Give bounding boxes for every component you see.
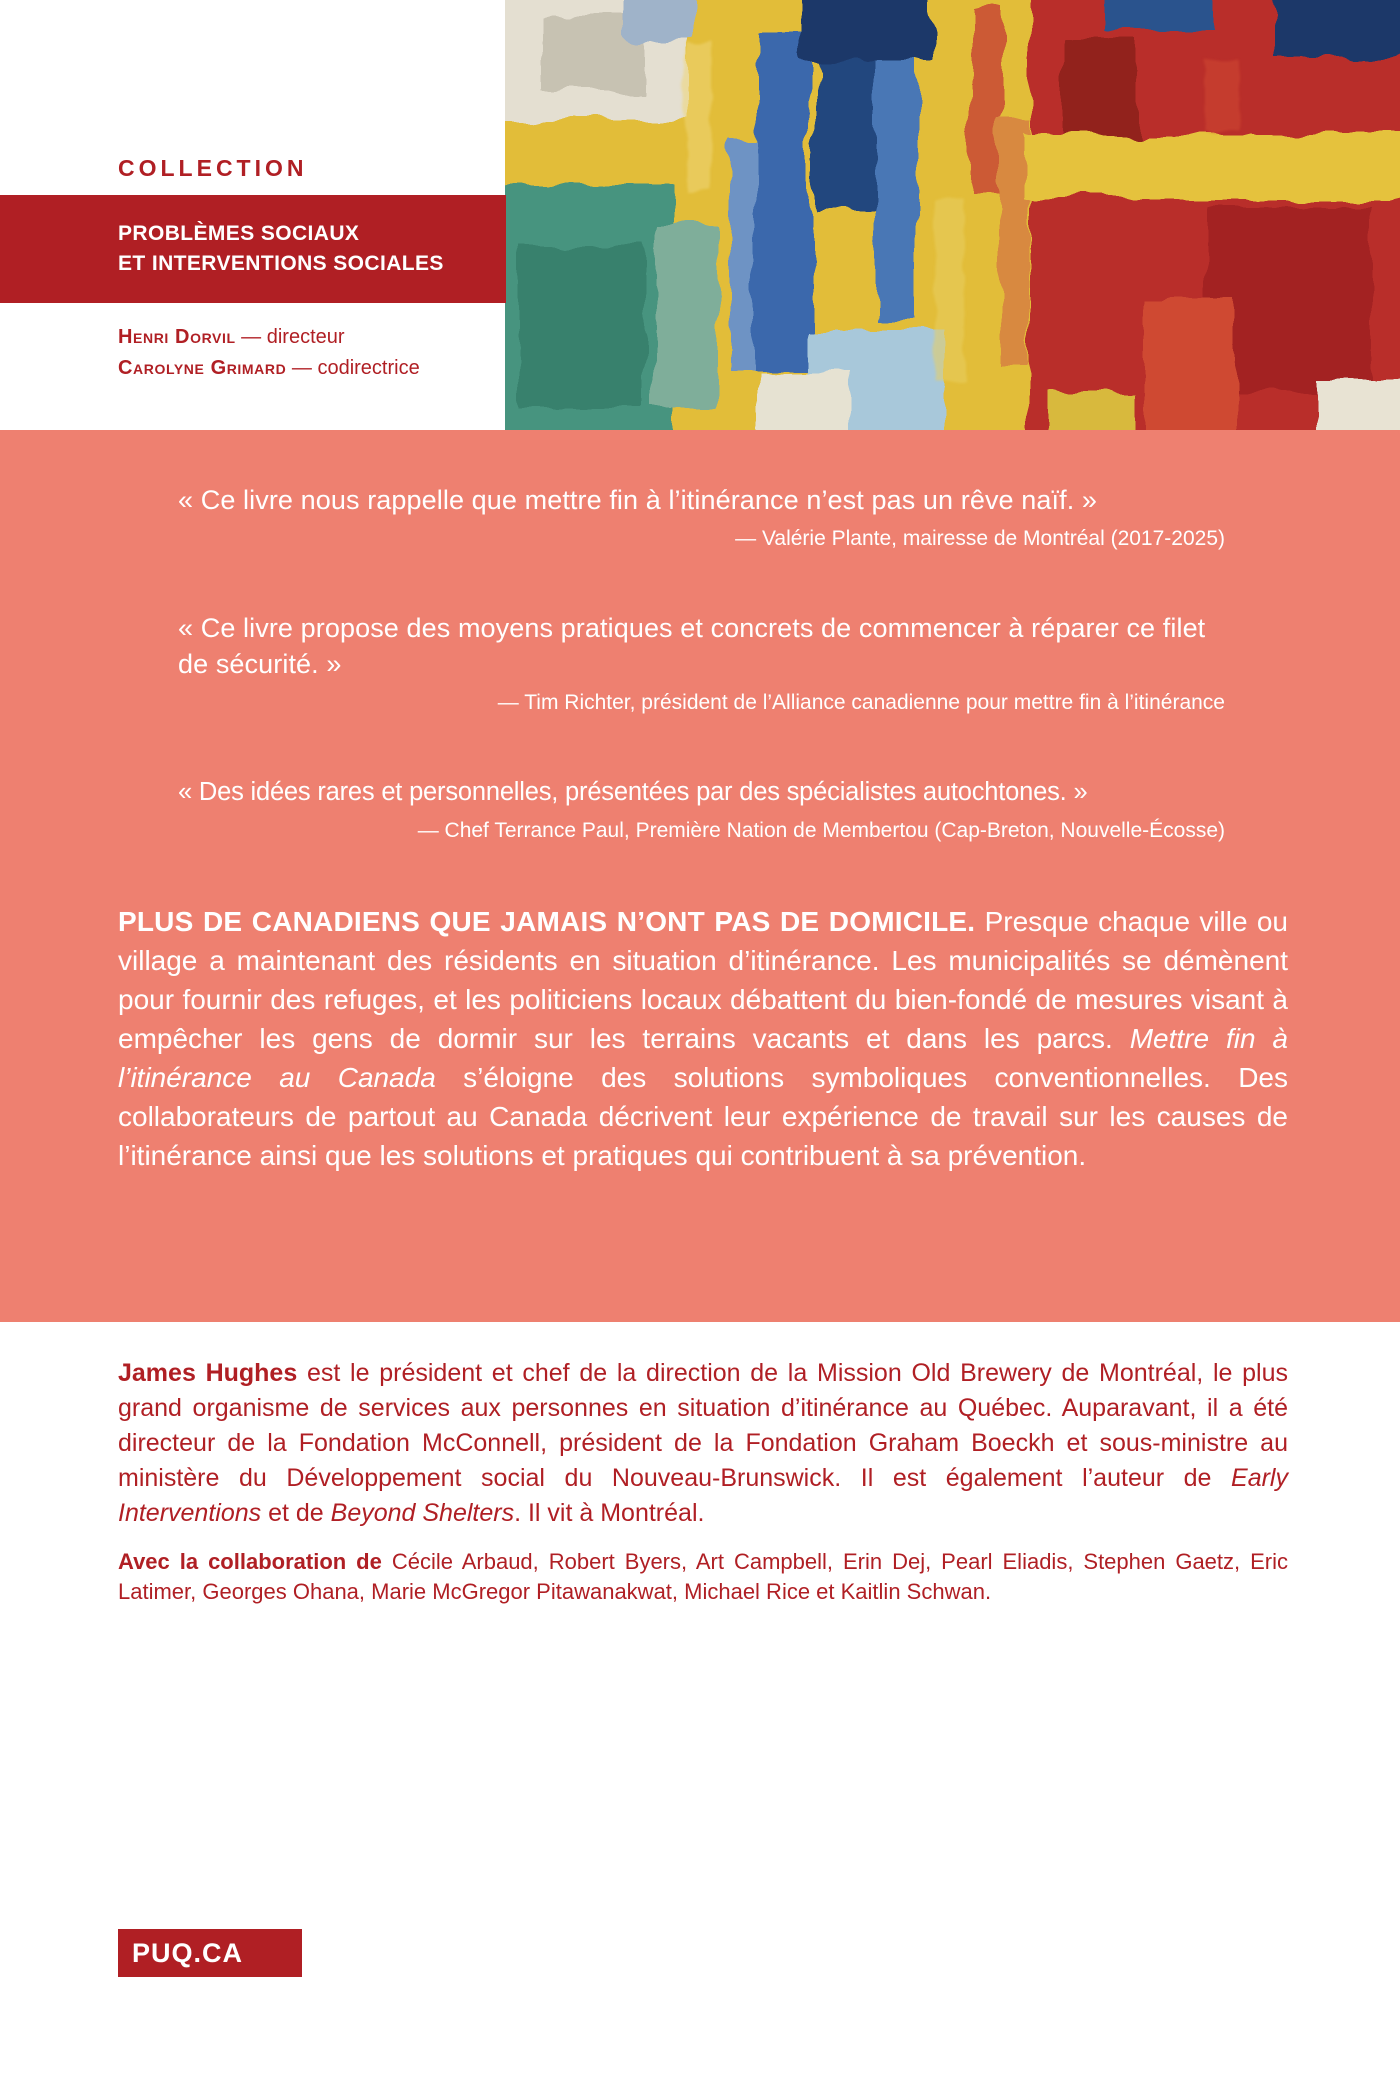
codirector-name: Carolyne Grimard xyxy=(118,357,287,379)
quote-tim-richter xyxy=(178,610,1225,718)
director-line xyxy=(118,322,420,353)
author-name: James Hughes xyxy=(118,1359,298,1387)
bio-text-1: est le président et chef de la direction de la Mission Old Brewery de Montréal, le plus grand organisme de services aux personnes en situation d’itinérance au Québec. Auparavant, il a été directeur de la Fondation McConnell, président de la Fondation Graham Boeckh et sous-ministre au ministère du Développement social du Nouveau-Brunswick. Il est également l’auteur de xyxy=(118,1359,1289,1492)
author-bio-paragraph xyxy=(118,1356,1288,1531)
quote-terrance-paul xyxy=(178,774,1225,846)
book-title: Mettre fin à l’itinérance au Canada xyxy=(118,1023,1288,1093)
collaboration-lead: Avec la collaboration de xyxy=(118,1549,382,1574)
synopsis-lead: PLUS DE CANADIENS QUE JAMAIS N’ONT PAS DE DOMICILE. xyxy=(118,906,976,937)
publisher-url-box[interactable] xyxy=(118,1929,302,1977)
synopsis-body-2: s’éloigne des solutions symboliques conventionnelles. Des collaborateurs de partout au Canada décrivent leur expérience de travail sur les causes de l’itinérance ainsi que les solutions et pratiques qui contribuent à sa prévention. xyxy=(118,1062,1288,1171)
quote-text: « Des idées rares et personnelles, présentées par des spécialistes autochtones. » xyxy=(178,778,1088,806)
director-name: Henri Dorvil xyxy=(118,326,236,348)
quote-attribution: — Chef Terrance Paul, Première Nation de Membertou (Cap-Breton, Nouvelle-Écosse) xyxy=(417,819,1225,842)
bio-work-1: Early Interventions xyxy=(118,1464,1288,1527)
author-section xyxy=(118,1356,1288,1607)
series-title-band xyxy=(0,195,506,303)
series-title-line-1: PROBLÈMES SOCIAUX xyxy=(118,222,360,245)
codirector-role: — codirectrice xyxy=(286,357,420,379)
collaboration-paragraph xyxy=(118,1547,1288,1607)
bio-text-2: et de xyxy=(261,1499,331,1527)
quote-text: « Ce livre propose des moyens pratiques et concrets de commencer à réparer ce filet de sécurité. » xyxy=(178,613,1206,679)
bio-text-3: . Il vit à Montréal. xyxy=(514,1499,705,1527)
series-title-line-2: ET INTERVENTIONS SOCIALES xyxy=(118,252,444,275)
bio-work-2: Beyond Shelters xyxy=(330,1499,515,1527)
codirector-line xyxy=(118,353,420,384)
quotes-and-synopsis-panel xyxy=(0,430,1400,1322)
publisher-url: PUQ.CA xyxy=(132,1938,244,1968)
quote-text: « Ce livre nous rappelle que mettre fin à l’itinérance n’est pas un rêve naïf. » xyxy=(178,485,1098,515)
quote-valerie-plante xyxy=(178,482,1225,554)
endorsement-quotes xyxy=(178,482,1225,846)
quote-attribution: — Tim Richter, président de l’Alliance canadienne pour mettre fin à l’itinérance xyxy=(497,691,1225,714)
quote-attribution: — Valérie Plante, mairesse de Montréal (2017-2025) xyxy=(735,527,1225,550)
collection-label: COLLECTION xyxy=(118,155,308,181)
director-role: — directeur xyxy=(235,326,345,348)
collaboration-names: Cécile Arbaud, Robert Byers, Art Campbell, Erin Dej, Pearl Eliadis, Stephen Gaetz, Eric Latimer, Georges Ohana, Marie McGregor Pitawanakwat, Michael Rice et Kaitlin Schwan. xyxy=(118,1549,1289,1604)
synopsis-body-1: Presque chaque ville ou village a maintenant des résidents en situation d’itinérance. Les municipalités se démènent pour fournir des refuges, et les politiciens locaux débattent du bien-fondé de mesures visant à empêcher les gens de dormir sur les terrains vacants et dans les parcs. xyxy=(118,906,1288,1054)
abstract-cover-painting xyxy=(505,0,1400,430)
collection-directors xyxy=(118,322,420,384)
synopsis-paragraph xyxy=(118,902,1288,1175)
